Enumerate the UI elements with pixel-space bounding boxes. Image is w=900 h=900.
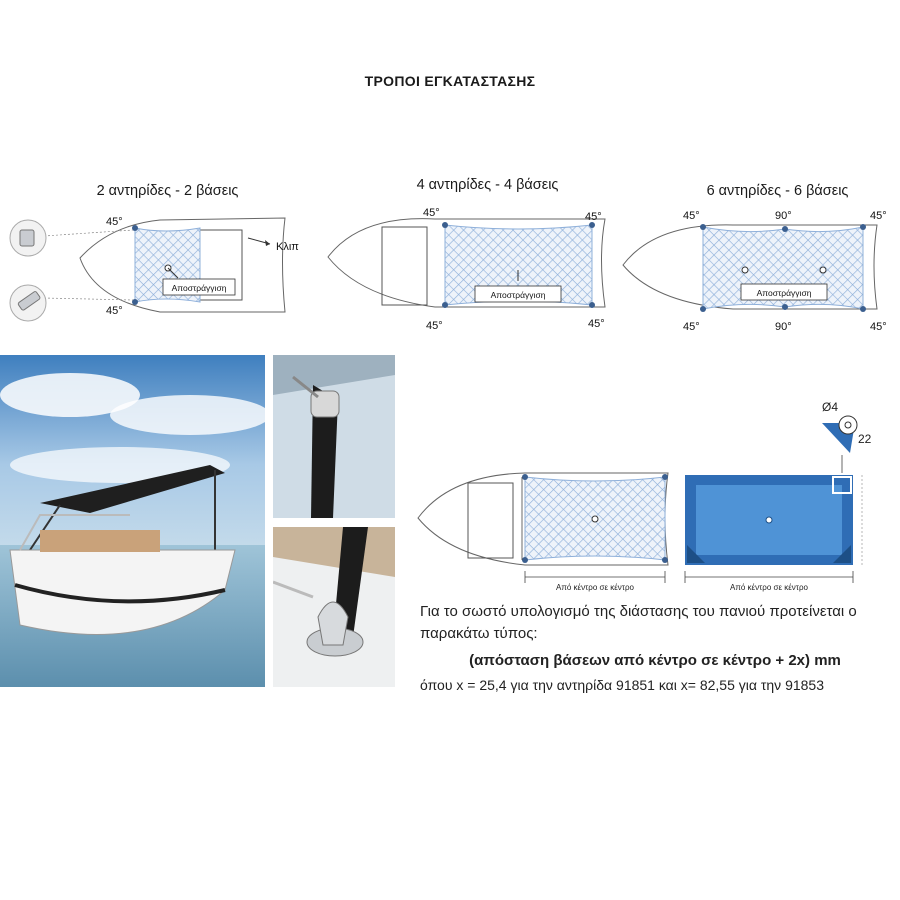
config-1-drain-label: Αποστράγγιση bbox=[171, 283, 227, 293]
config-3-angle-tr: 45° bbox=[870, 210, 887, 222]
config-1-diagram bbox=[0, 200, 330, 330]
clip-label: Κλιπ bbox=[276, 241, 299, 253]
corner-size: 22 bbox=[858, 432, 872, 446]
config-3-angle-bm: 90° bbox=[775, 321, 792, 333]
config-2-angle-br: 45° bbox=[588, 318, 605, 330]
formula-intro: Για το σωστό υπολογισμό της διάστασης του πανιού προτείνεται ο παρακάτω τύπος: bbox=[420, 603, 857, 642]
strut-photo-base bbox=[273, 527, 395, 687]
config-2-angle-bl: 45° bbox=[426, 320, 443, 332]
dimension-diagram bbox=[410, 395, 900, 595]
formula-note: όπου x = 25,4 για την αντηρίδα 91851 και x= 82,55 για την 91853 bbox=[420, 677, 824, 693]
config-3-drain-label: Αποστράγγιση bbox=[756, 288, 812, 298]
config-1-angle-top: 45° bbox=[106, 216, 123, 228]
config-1-title: 2 αντηρίδες - 2 βάσεις bbox=[96, 183, 239, 199]
strut-photo-top bbox=[273, 355, 395, 518]
config-1-angle-bottom: 45° bbox=[106, 305, 123, 317]
config-2-angle-tr: 45° bbox=[585, 211, 602, 223]
page-title: ΤΡΟΠΟΙ ΕΓΚΑΤΑΣΤΑΣΗΣ bbox=[364, 73, 536, 89]
boat-photo bbox=[0, 355, 265, 687]
config-3-angle-br: 45° bbox=[870, 321, 887, 333]
config-2-title: 4 αντηρίδες - 4 βάσεις bbox=[416, 177, 559, 193]
config-2-angle-tl: 45° bbox=[423, 207, 440, 219]
config-3-diagram bbox=[615, 205, 900, 340]
config-3-angle-bl: 45° bbox=[683, 321, 700, 333]
formula-expression: (απόσταση βάσεων από κέντρο σε κέντρο + 2x) mm bbox=[469, 652, 841, 669]
config-3-angle-tm: 90° bbox=[775, 210, 792, 222]
hole-diameter: Ø4 bbox=[822, 400, 839, 414]
config-2-drain-label: Αποστράγγιση bbox=[490, 290, 546, 300]
config-2-diagram bbox=[320, 195, 620, 340]
config-3-title: 6 αντηρίδες - 6 βάσεις bbox=[706, 183, 849, 199]
config-3-angle-tl: 45° bbox=[683, 210, 700, 222]
dim-label-right: Από κέντρο σε κέντρο bbox=[730, 583, 808, 592]
dim-label-left: Από κέντρο σε κέντρο bbox=[556, 583, 634, 592]
